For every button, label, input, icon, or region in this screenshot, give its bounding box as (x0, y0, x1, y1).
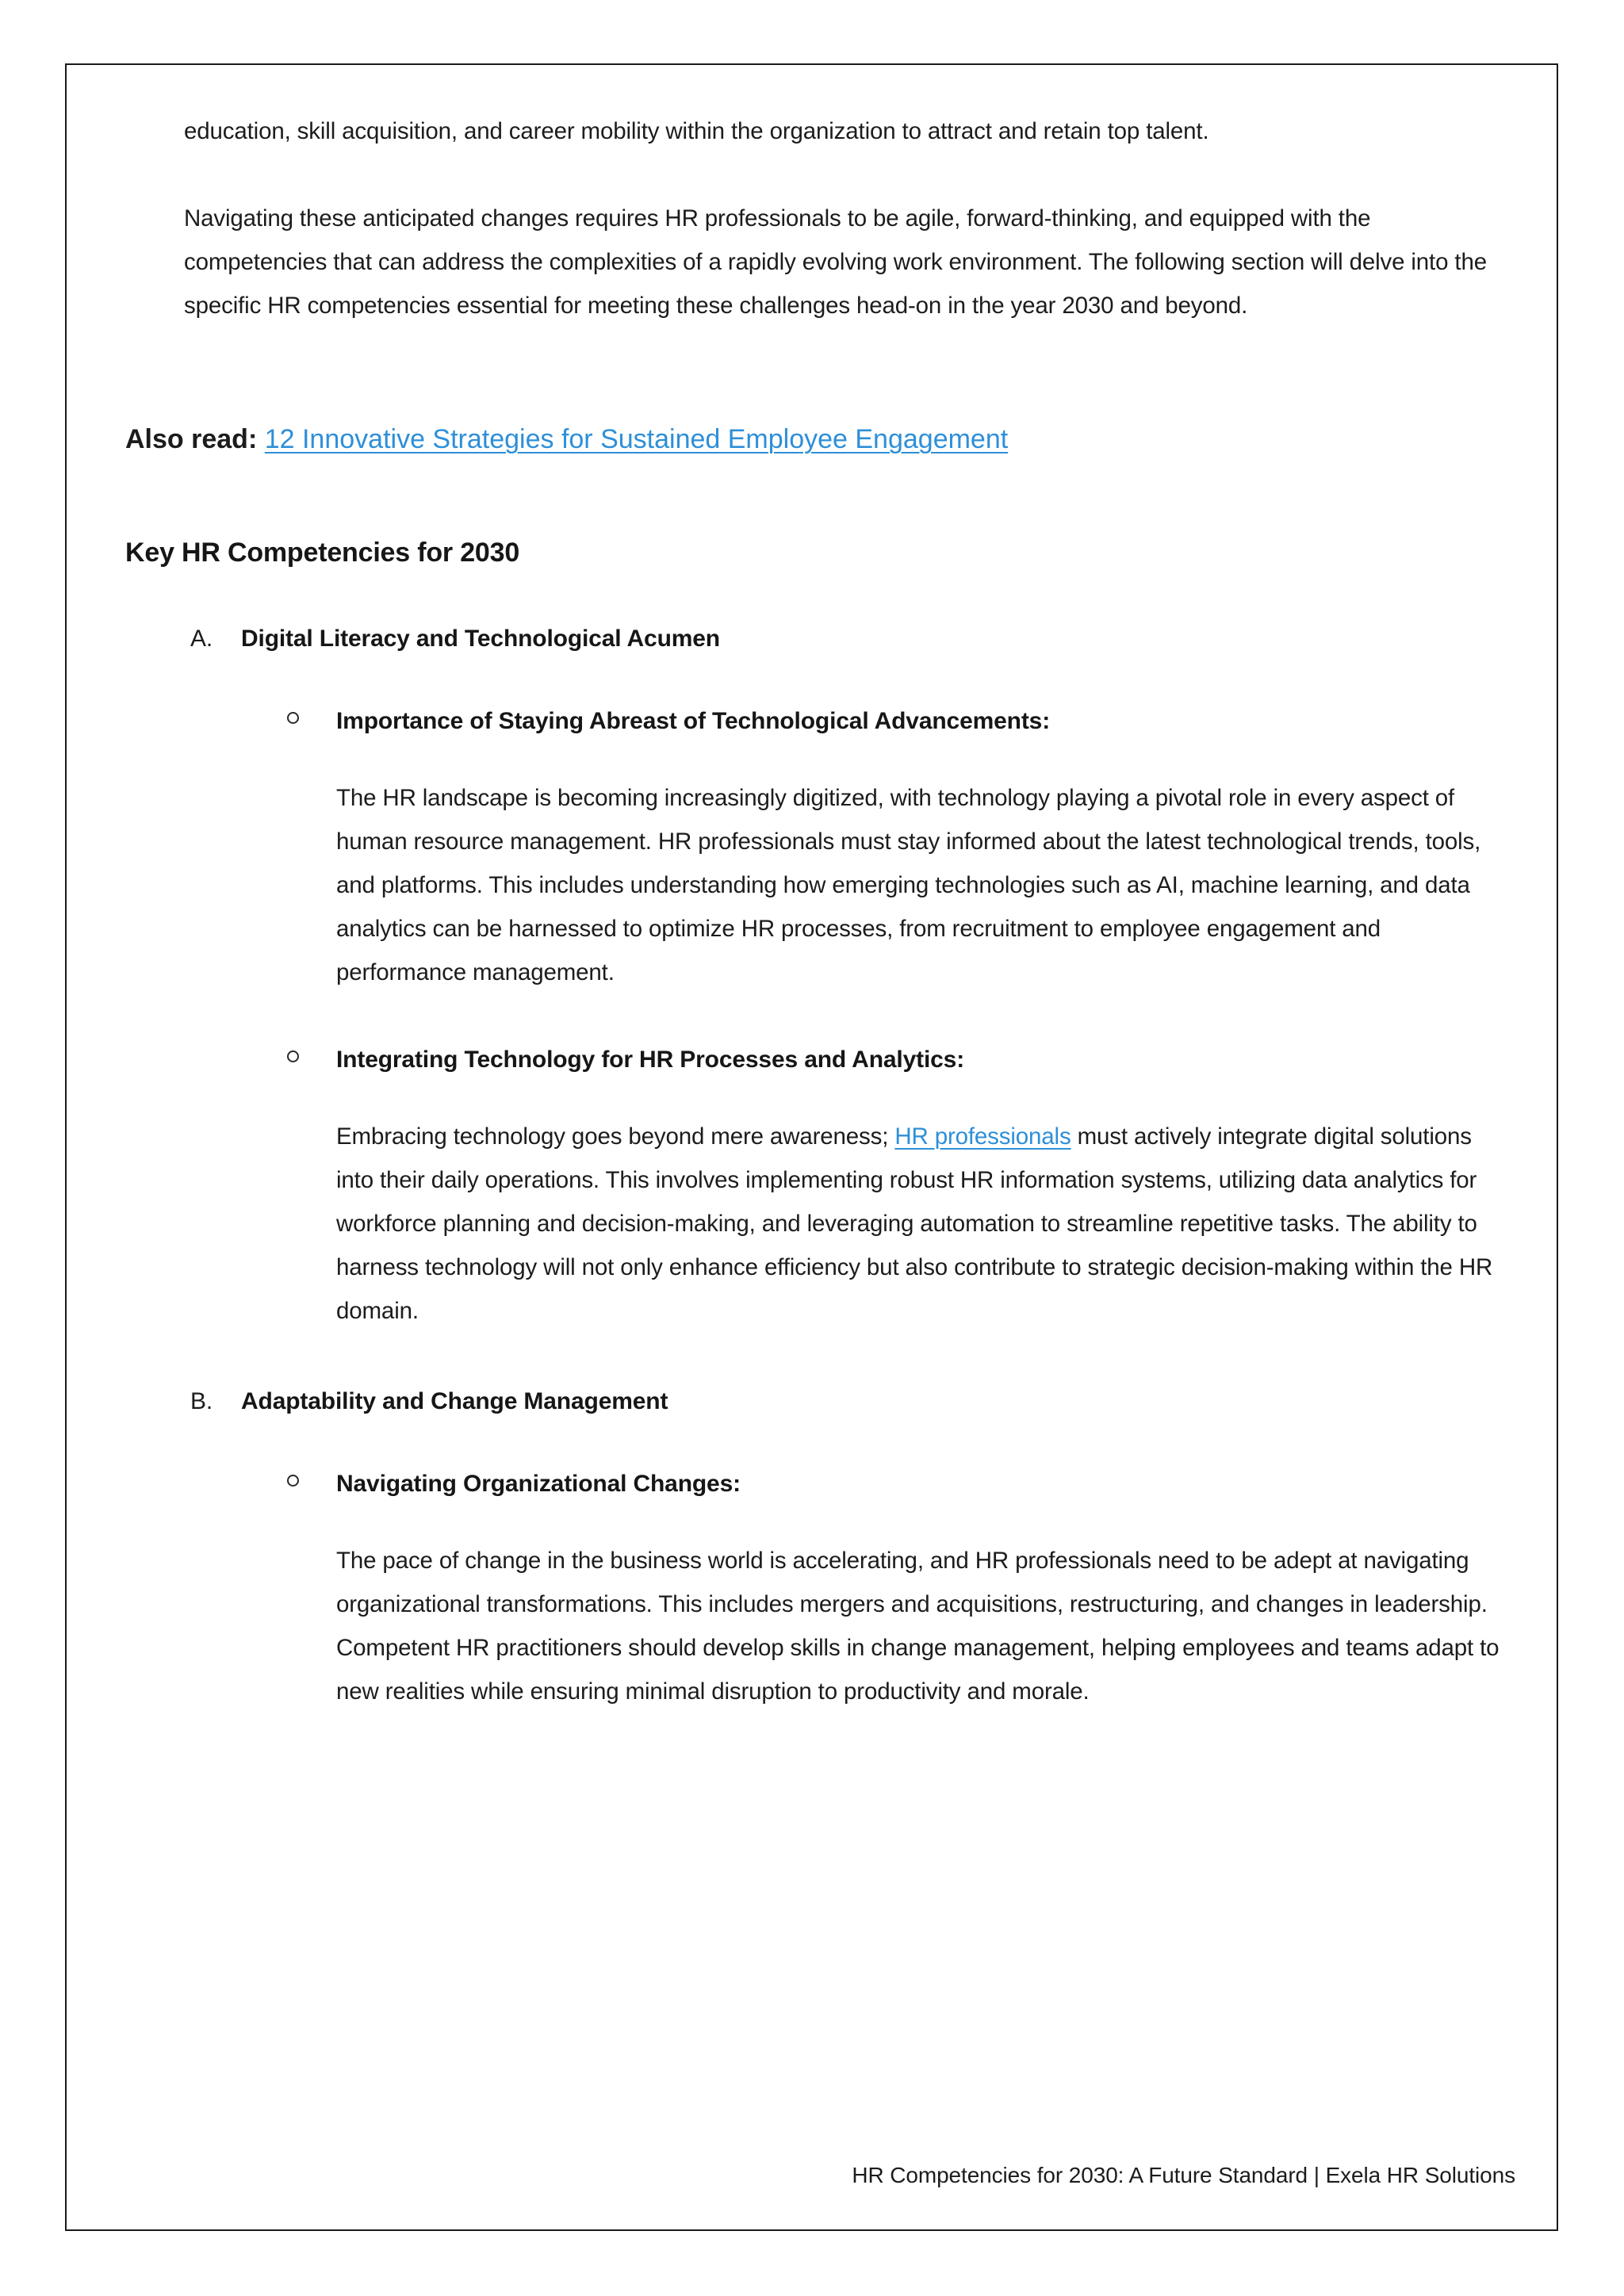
circle-item-a2-label: Integrating Technology for HR Processes and Analytics: (336, 1047, 965, 1073)
lettered-item-b-label: Adaptability and Change Management (241, 1388, 668, 1414)
paragraph-a2-text-before: Embracing technology goes beyond mere awareness; (336, 1123, 895, 1150)
page-footer: HR Competencies for 2030: A Future Standard | Exela HR Solutions (852, 2163, 1515, 2187)
lettered-item-a-label: Digital Literacy and Technological Acumen (241, 626, 720, 652)
paragraph-navigating-changes: Navigating these anticipated changes requires HR professionals to be agile, forward-thinking, and equipped with the competencies that can address the complexities of a rapidly evolving work environment. The following section will delve into the specific HR competencies essential for meeting these challenges head-on in the year 2030 and beyond. (184, 205, 1487, 319)
lettered-item-b (108, 1385, 1515, 1418)
document-page (65, 63, 1558, 2231)
circle-item-a2 (108, 1043, 1515, 1077)
circle-bullet-icon (287, 1475, 299, 1487)
also-read-link[interactable]: 12 Innovative Strategies for Sustained Employee Engagement (264, 424, 1009, 454)
circle-item-a1-label: Importance of Staying Abreast of Technological Advancements: (336, 708, 1051, 734)
also-read-row (108, 421, 1515, 457)
page-content-area (67, 65, 1557, 2229)
circle-item-b1-label: Navigating Organizational Changes: (336, 1471, 741, 1497)
inline-link-hr-professionals[interactable]: HR professionals (894, 1123, 1071, 1150)
circle-bullet-icon (287, 1050, 299, 1062)
circle-item-b1 (108, 1468, 1515, 1501)
section-heading-key-hr-competencies: Key HR Competencies for 2030 (125, 538, 520, 568)
also-read-spacer (257, 424, 264, 454)
paragraph-a2-text-after: must actively integrate digital solutions into their daily operations. This involves implementing robust HR information systems, utilizing data analytics for workforce planning and decision-making, and leveraging automation to streamline repetitive tasks. The ability to harness technology will not only enhance efficiency but also contribute to strategic decision-making within the HR domain. (336, 1123, 1493, 1324)
list-marker-a: A. (190, 626, 213, 652)
paragraph-a2-body (108, 1115, 1515, 1333)
paragraph-education-skill: education, skill acquisition, and career mobility within the organization to attract and retain top talent. (184, 118, 1209, 144)
list-marker-b: B. (190, 1388, 213, 1414)
circle-item-a1 (108, 705, 1515, 738)
lettered-item-a (108, 622, 1515, 656)
intro-paragraph-block (108, 103, 1515, 327)
paragraph-b1-body: The pace of change in the business world is accelerating, and HR professionals need to be adept at navigating organizational transformations. This includes mergers and acquisitions, restructuring, and changes in leadership. Competent HR practitioners should develop skills in change management, helping employees and teams adapt to new realities while ensuring minimal disruption to productivity and morale. (336, 1548, 1500, 1705)
circle-bullet-icon (287, 712, 299, 724)
paragraph-a1-body: The HR landscape is becoming increasingly digitized, with technology playing a pivotal role in every aspect of human resource management. HR professionals must stay informed about the latest technological trends, tools, and platforms. This includes understanding how emerging technologies such as AI, machine learning, and data analytics can be harnessed to optimize HR processes, from recruitment to employee engagement and performance management. (336, 785, 1481, 985)
also-read-label: Also read: (125, 424, 258, 454)
